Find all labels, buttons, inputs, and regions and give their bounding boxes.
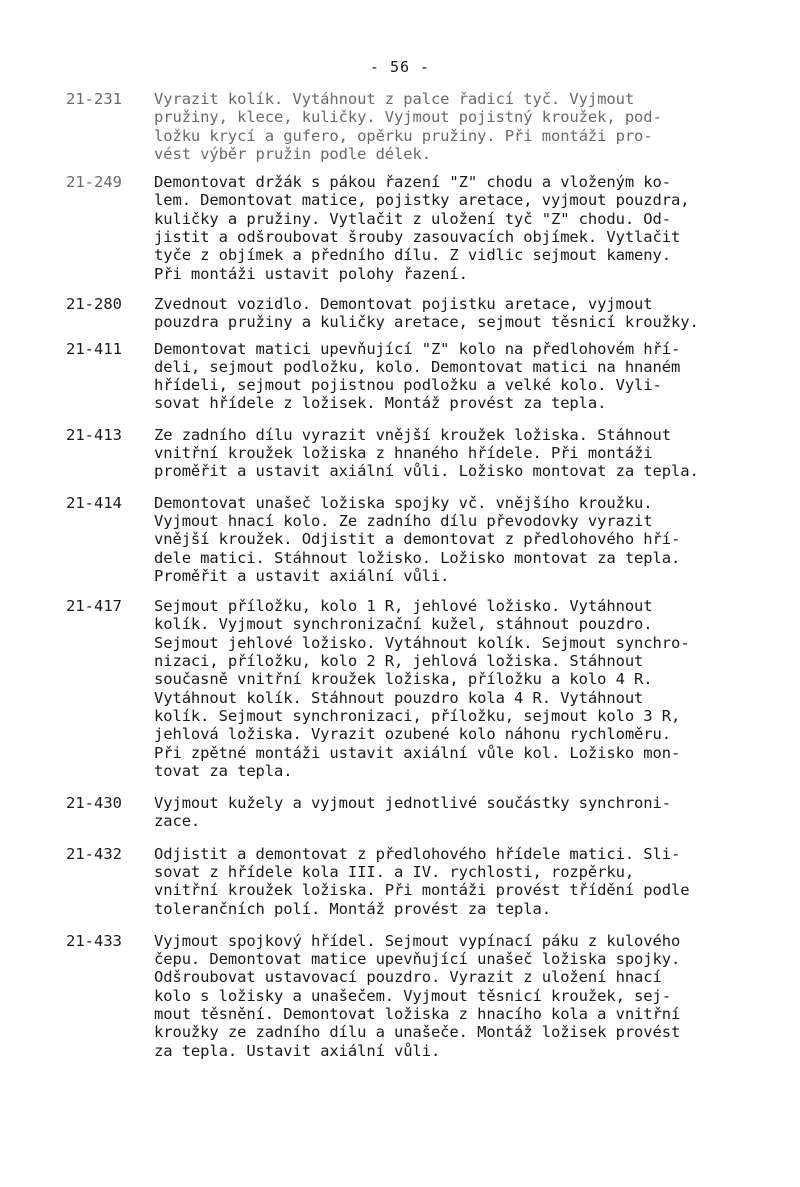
entry-line: jehlová ložiska. Vyrazit ozubené kolo náhonu rychloměru.	[154, 725, 671, 744]
entry-line: kuličky a pružiny. Vytlačit z uložení tyč "Z" chodu. Od-	[154, 209, 671, 228]
entry-line: nizaci, příložku, kolo 2 R, jehlová ložiska. Stáhnout	[154, 652, 644, 671]
entry-line: deli, sejmout podložku, kolo. Demontovat matici na hnaném	[154, 357, 681, 376]
entry-line: kolík. Vyjmout synchronizační kužel, stáhnout pouzdro.	[154, 615, 653, 634]
entry-line: vést výběr pružin podle délek.	[154, 144, 431, 163]
entry-text	[154, 340, 774, 413]
entry-line: Sejmout příložku, kolo 1 R, jehlové ložisko. Vytáhnout	[154, 597, 653, 616]
entry-line: kroužky ze zadního dílu a unašeče. Montáž ložisek provést	[154, 1023, 681, 1042]
entry-21-411	[0, 340, 800, 413]
entry-line: Při montáži ustavit polohy řazení.	[154, 264, 468, 283]
entry-text	[154, 932, 774, 1060]
entry-line: vnitřní kroužek ložiska z hnaného hřídele. Při montáži	[154, 444, 653, 463]
entry-line: zace.	[154, 812, 201, 831]
entry-code: 21-280	[66, 294, 122, 313]
entry-code: 21-249	[66, 173, 122, 192]
entry-21-414	[0, 494, 800, 585]
entry-line: ložku krycí a gufero, opěrku pružiny. Při montáži pro-	[154, 126, 653, 145]
entry-line: mout těsnění. Demontovat ložiska z hnacího kola a vnitřní	[154, 1005, 681, 1024]
entry-code: 21-430	[66, 794, 122, 813]
entry-line: Sejmout jehlové ložisko. Vytáhnout kolík. Sejmout synchro-	[154, 633, 690, 652]
entry-21-280	[0, 295, 800, 332]
entry-text	[154, 173, 774, 283]
entry-line: tolerančních polí. Montáž provést za tepla.	[154, 899, 551, 918]
entry-line: Při zpětné montáži ustavit axiální vůle kol. Ložisko mon-	[154, 743, 681, 762]
entry-line: kolík. Sejmout synchronizaci, příložku, sejmout kolo 3 R,	[154, 706, 681, 725]
entry-line: Demontovat držák s pákou řazení "Z" chodu a vloženým ko-	[154, 173, 671, 192]
entry-line: čepu. Demontovat matice upevňující unašeč ložiska spojky.	[154, 950, 681, 969]
entry-21-433	[0, 932, 800, 1060]
entry-line: vnější kroužek. Odjistit a demontovat z předlohového hří-	[154, 530, 681, 549]
entry-line: tyče z objímek a předního dílu. Z vidlic sejmout kameny.	[154, 246, 671, 265]
entry-line: Odšroubovat ustavovací pouzdro. Vyrazit z uložení hnací	[154, 968, 662, 987]
entry-line: Vyrazit kolík. Vytáhnout z palce řadicí tyč. Vyjmout	[154, 90, 635, 108]
entry-line: Vyjmout hnací kolo. Ze zadního dílu převodovky vyrazit	[154, 511, 653, 530]
entry-text	[154, 426, 774, 481]
entry-code: 21-414	[66, 493, 122, 512]
entry-line: Vyjmout spojkový hřídel. Sejmout vypínací páku z kulového	[154, 931, 681, 950]
entry-line: kolo s ložisky a unašečem. Vyjmout těsnicí kroužek, sej-	[154, 986, 671, 1005]
entry-text	[154, 90, 774, 163]
entry-line: Vytáhnout kolík. Stáhnout pouzdro kola 4 R. Vytáhnout	[154, 688, 644, 707]
entry-text	[154, 295, 774, 332]
entry-line: vnitřní kroužek ložiska. Při montáži provést třídění podle	[154, 881, 690, 900]
entry-line: Demontovat unašeč ložiska spojky vč. vnějšího kroužku.	[154, 493, 653, 512]
entry-line: současně vnitřní kroužek ložiska, příložku a kolo 4 R.	[154, 670, 653, 689]
entry-line: pouzdra pružiny a kuličky aretace, sejmout těsnicí kroužky.	[154, 313, 699, 332]
entry-code: 21-432	[66, 844, 122, 863]
entry-line: Odjistit a demontovat z předlohového hřídele matici. Sli-	[154, 844, 681, 863]
entry-line: lem. Demontovat matice, pojistky aretace, vyjmout pouzdra,	[154, 191, 690, 210]
entry-line: Vyjmout kužely a vyjmout jednotlivé součástky synchroni-	[154, 794, 671, 813]
entry-line: tovat za tepla.	[154, 761, 293, 780]
entry-21-430	[0, 794, 800, 831]
page-number: - 56 -	[369, 58, 431, 76]
entry-line: hřídeli, sejmout pojistnou podložku a velké kolo. Vyli-	[154, 376, 662, 395]
entry-line: sovat z hřídele kola III. a IV. rychlosti, rozpěrku,	[154, 862, 635, 881]
entry-text	[154, 494, 774, 585]
entry-21-432	[0, 845, 800, 918]
entry-line: pružiny, klece, kuličky. Vyjmout pojistný kroužek, pod-	[154, 108, 662, 127]
entry-line: jistit a odšroubovat šrouby zasouvacích objímek. Vytlačit	[154, 228, 681, 247]
entry-line: dele matici. Stáhnout ložisko. Ložisko montovat za tepla.	[154, 548, 681, 567]
entry-text	[154, 845, 774, 918]
entry-code: 21-411	[66, 339, 122, 358]
entry-21-231	[0, 90, 800, 163]
entry-code: 21-433	[66, 931, 122, 950]
entry-21-249	[0, 173, 800, 283]
entry-text	[154, 597, 774, 780]
entry-21-417	[0, 597, 800, 780]
entry-line: sovat hřídele z ložisek. Montáž provést za tepla.	[154, 394, 607, 413]
entry-line: za tepla. Ustavit axiální vůli.	[154, 1041, 441, 1060]
entry-line: Proměřit a ustavit axiální vůli.	[154, 566, 450, 585]
entry-line: Demontovat matici upevňující "Z" kolo na předlohovém hří-	[154, 339, 681, 358]
entry-line: Ze zadního dílu vyrazit vnější kroužek ložiska. Stáhnout	[154, 425, 671, 444]
entry-code: 21-231	[66, 90, 122, 108]
entry-21-413	[0, 426, 800, 481]
entry-code: 21-417	[66, 597, 122, 616]
entry-text	[154, 794, 774, 831]
entry-code: 21-413	[66, 425, 122, 444]
entry-line: Zvednout vozidlo. Demontovat pojistku aretace, vyjmout	[154, 294, 653, 313]
entry-list	[0, 90, 800, 1060]
entry-line: proměřit a ustavit axiální vůli. Ložisko montovat za tepla.	[154, 462, 699, 481]
